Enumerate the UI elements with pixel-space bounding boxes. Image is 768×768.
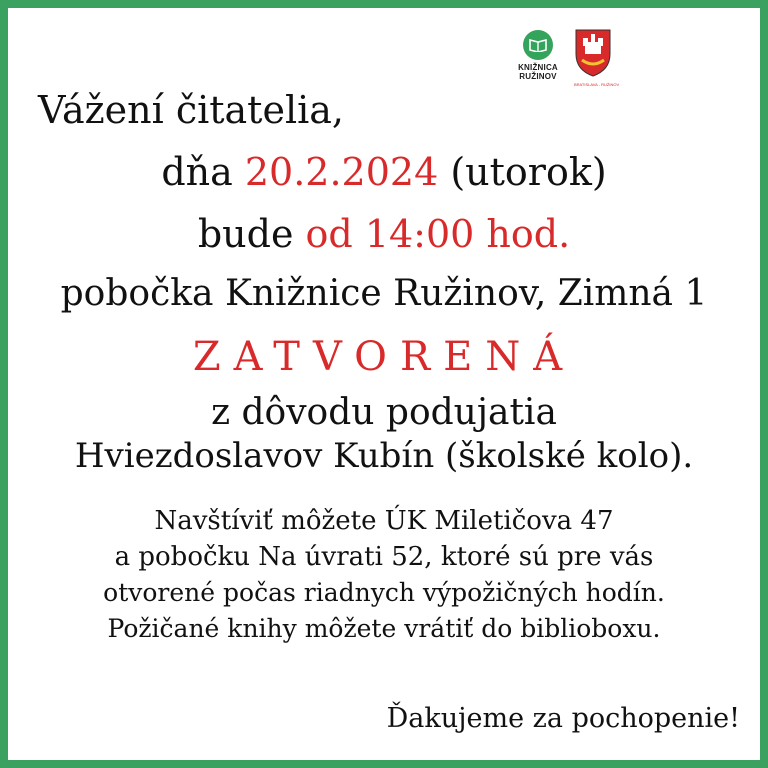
info-line-2: a pobočku Na úvrati 52, ktoré sú pre vás [114, 542, 654, 572]
library-logo-text: KNIŽNICA RUŽINOV [518, 63, 558, 81]
branch-line: pobočka Knižnice Ružinov, Zimná 1 [60, 273, 708, 314]
library-logo [512, 30, 564, 90]
thanks-line: Ďakujeme za pochopenie! [386, 703, 740, 734]
reason-line-1: z dôvodu podujatia [211, 392, 557, 433]
info-line-1: Navštíviť môžete ÚK Miletičova 47 [154, 506, 614, 536]
closing-time: od 14:00 hod. [305, 212, 571, 256]
reason-line-2: Hviezdoslavov Kubín (školské kolo). [74, 436, 694, 476]
district-crest-icon [574, 28, 620, 87]
closing-date: 20.2.2024 [244, 150, 439, 194]
book-icon [523, 30, 553, 60]
notice-card [8, 8, 760, 760]
time-line: bude od 14:00 hod. [197, 212, 571, 256]
info-line-4: Požičané knihy môžete vrátiť do biblioboxu. [107, 614, 661, 643]
date-line: dňa 20.2.2024 (utorok) [161, 150, 607, 194]
info-line-3: otvorené počas riadnych výpožičných hodín. [103, 578, 665, 607]
closed-heading: ZATVORENÁ [192, 334, 576, 380]
crest-caption: BRATISLAVA - RUŽINOV [574, 82, 620, 87]
greeting: Vážení čitatelia, [38, 88, 344, 132]
